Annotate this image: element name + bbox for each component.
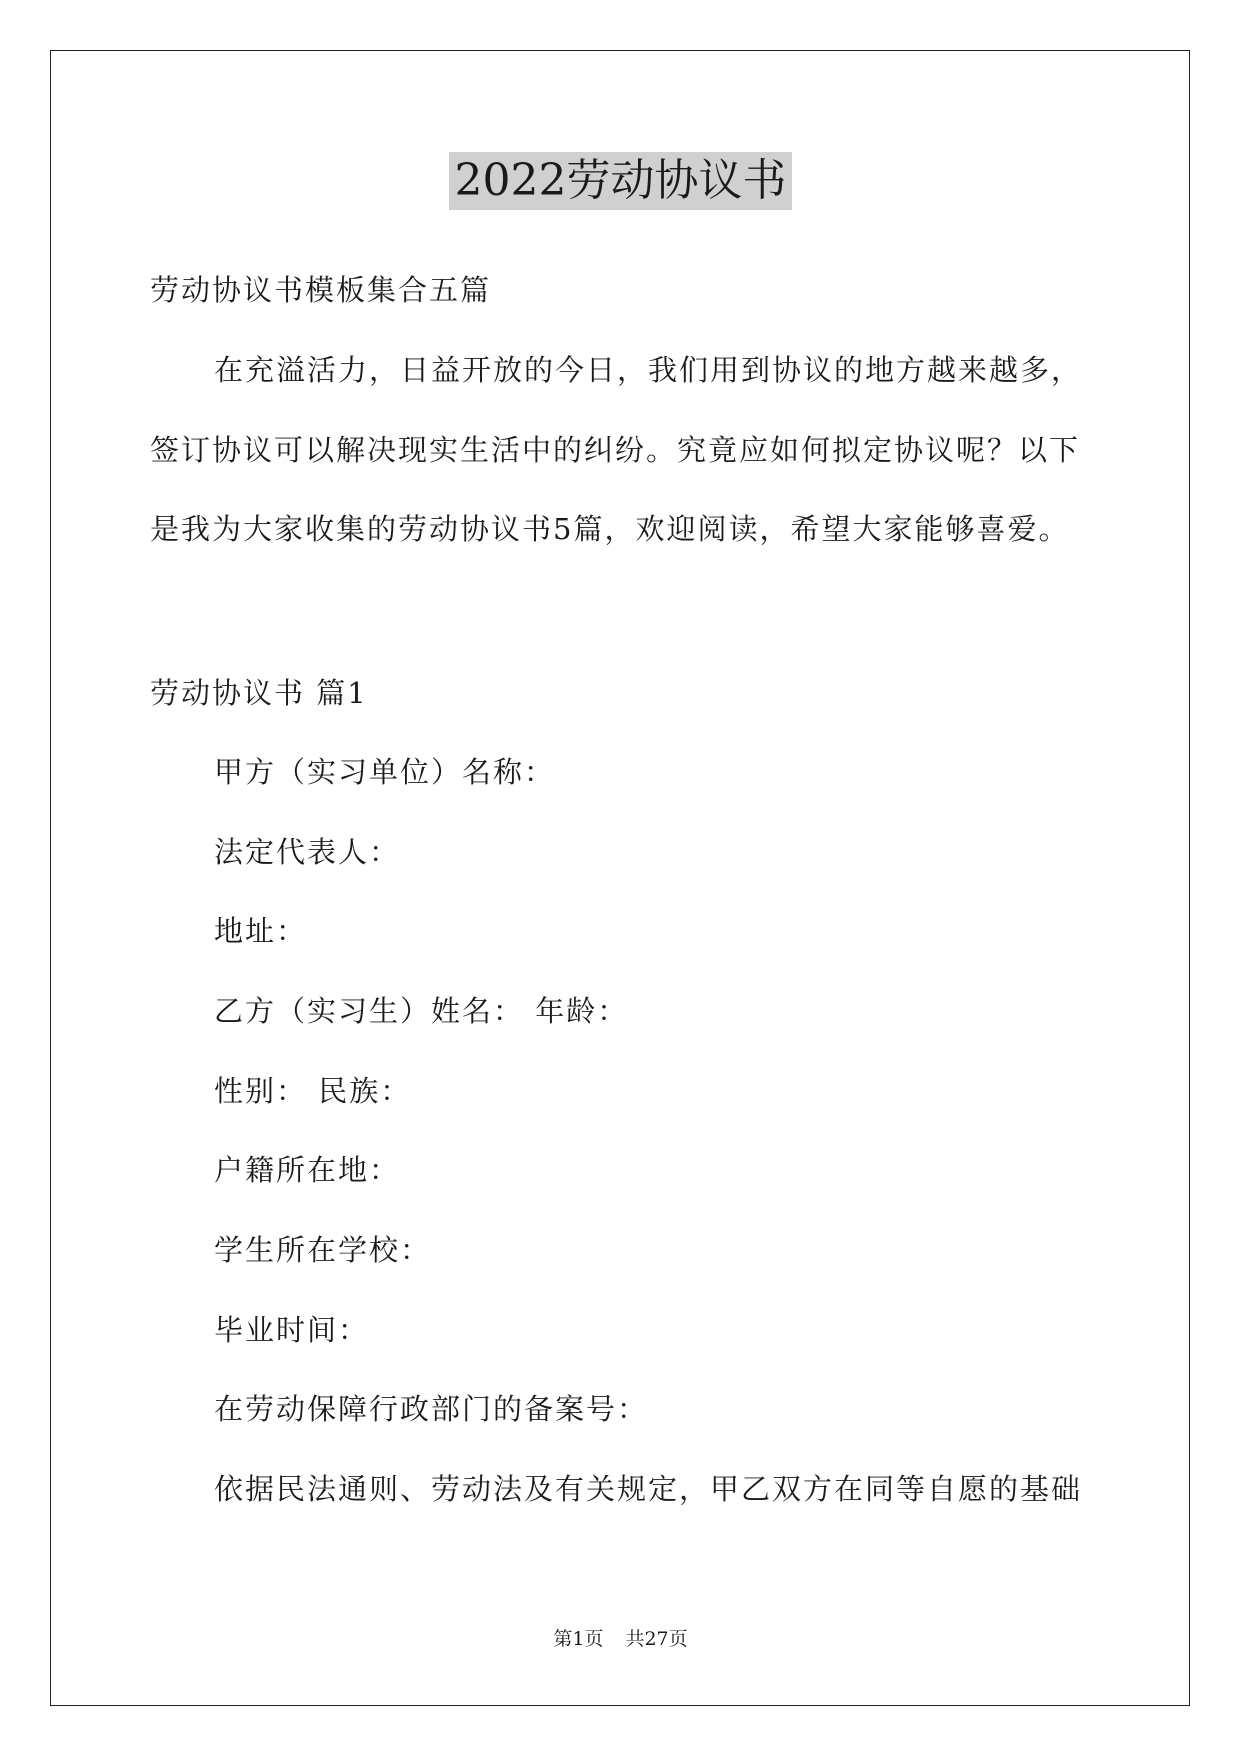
page-number-current: 第1页 (553, 1628, 604, 1650)
intro-paragraph-line: 在充溢活力，日益开放的今日，我们用到协议的地方越来越多， (214, 353, 1083, 387)
document-title: 2022劳动协议书 (449, 152, 793, 210)
form-field-label: 毕业时间： (214, 1313, 370, 1347)
form-field-label: 性别： 民族： (214, 1074, 412, 1108)
document-subtitle: 劳动协议书模板集合五篇 (150, 273, 492, 307)
body-paragraph-line: 依据民法通则、劳动法及有关规定，甲乙双方在同等自愿的基础 (214, 1472, 1083, 1506)
form-field-label: 法定代表人： (214, 835, 401, 869)
intro-paragraph-line: 签订协议可以解决现实生活中的纠纷。究竟应如何拟定协议呢？以下 (150, 433, 1081, 467)
form-field-label: 在劳动保障行政部门的备案号： (214, 1392, 649, 1426)
form-field-label: 学生所在学校： (214, 1233, 432, 1267)
form-field-label: 户籍所在地： (214, 1153, 401, 1187)
page-number-total: 共27页 (625, 1628, 688, 1650)
intro-paragraph-line: 是我为大家收集的劳动协议书5篇，欢迎阅读，希望大家能够喜爱。 (150, 512, 1070, 546)
form-field-label: 乙方（实习生）姓名： 年龄： (214, 994, 629, 1028)
form-field-label: 甲方（实习单位）名称： (214, 755, 556, 789)
title-container (0, 152, 1241, 210)
page-footer (0, 1626, 1241, 1652)
form-field-label: 地址： (214, 914, 308, 948)
section-heading: 劳动协议书 篇1 (150, 676, 368, 710)
